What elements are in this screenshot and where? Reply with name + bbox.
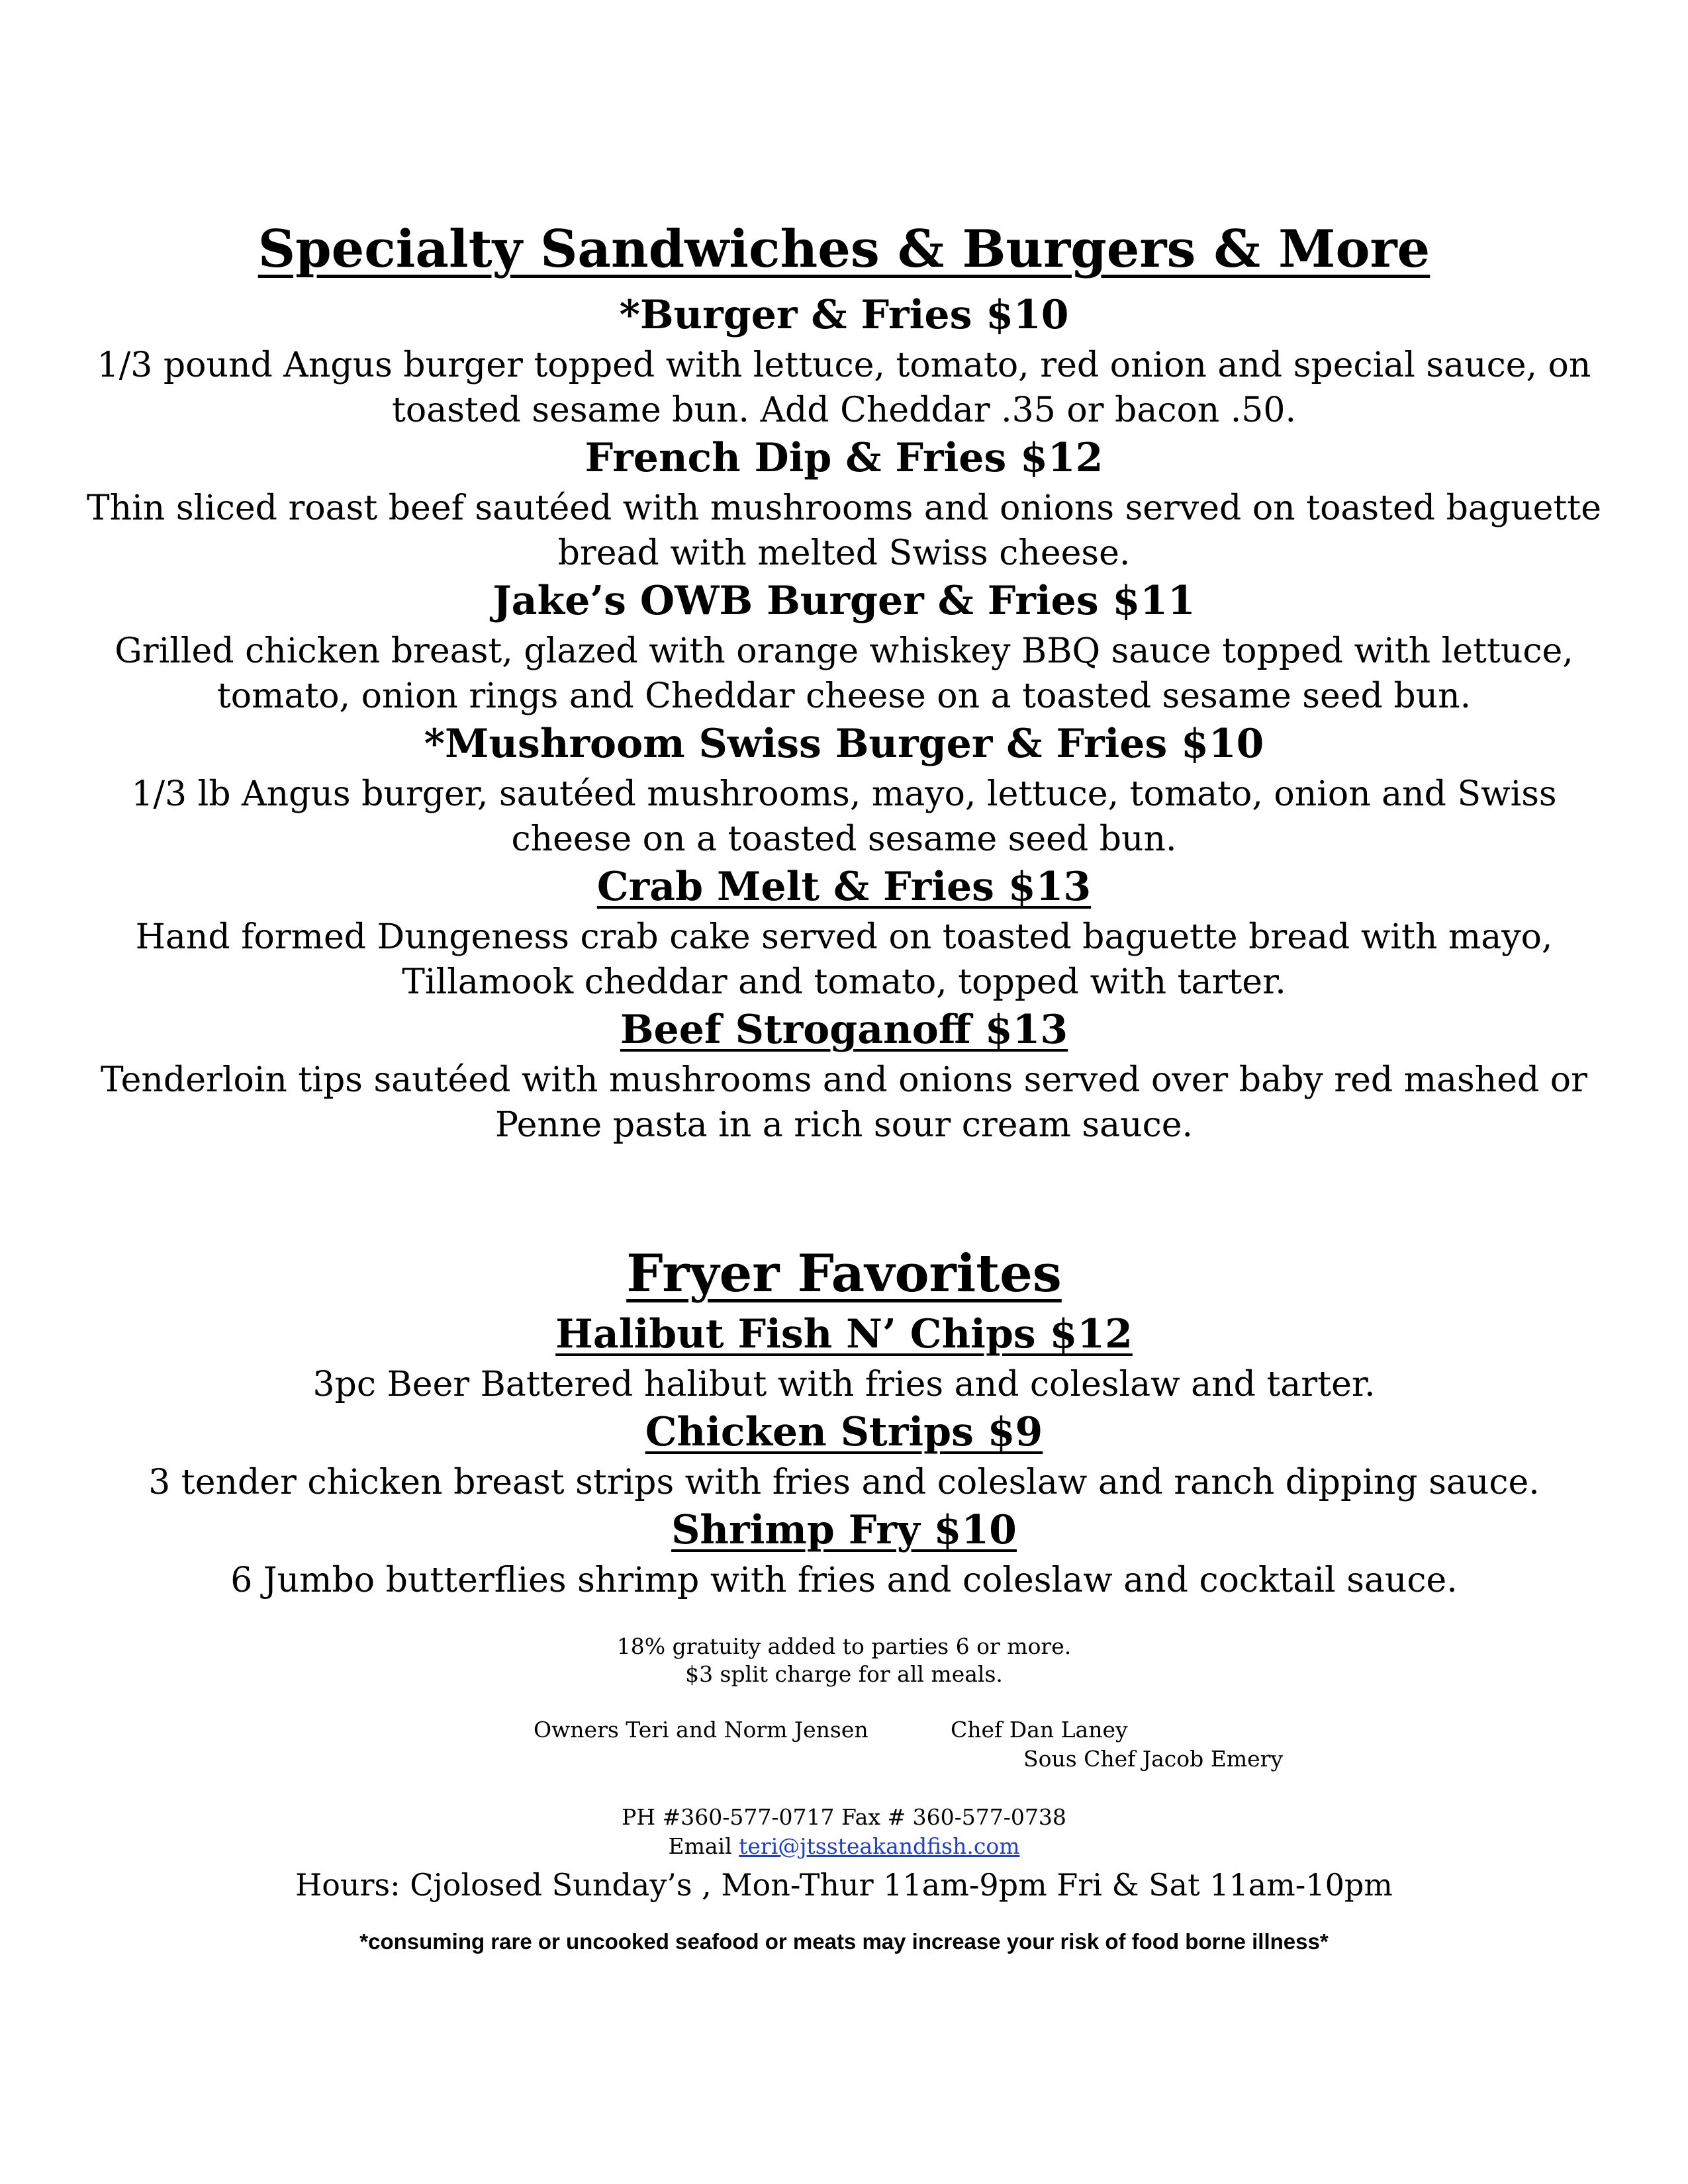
item-title-burger: *Burger & Fries $10 <box>619 292 1069 338</box>
gratuity-note: 18% gratuity added to parties 6 or more. <box>616 1633 1072 1659</box>
item-desc-burger-line2: toasted sesame bun. Add Cheddar .35 or bacon .50. <box>391 390 1296 430</box>
item-desc-crab-melt-line1: Hand formed Dungeness crab cake served on toasted baguette bread with mayo, <box>135 917 1553 957</box>
item-desc-halibut: 3pc Beer Battered halibut with fries and coleslaw and tarter. <box>312 1365 1376 1404</box>
item-desc-french-dip-line2: bread with melted Swiss cheese. <box>557 533 1131 573</box>
item-title-shrimp-fry: Shrimp Fry $10 <box>671 1507 1017 1553</box>
item-desc-burger-line1: 1/3 pound Angus burger topped with lettuce, tomato, red onion and special sauce, on <box>97 345 1591 385</box>
item-title-owb-burger: Jake’s OWB Burger & Fries $11 <box>492 578 1196 624</box>
item-desc-beef-stroganoff-line2: Penne pasta in a rich sour cream sauce. <box>495 1105 1193 1145</box>
split-charge-note: $3 split charge for all meals. <box>685 1661 1003 1687</box>
item-desc-owb-burger-line2: tomato, onion rings and Cheddar cheese on a toasted sesame seed bun. <box>216 676 1472 716</box>
item-title-mushroom-swiss: *Mushroom Swiss Burger & Fries $10 <box>424 721 1264 767</box>
item-desc-beef-stroganoff-line1: Tenderloin tips sautéed with mushrooms and onions served over baby red mashed or <box>101 1060 1587 1100</box>
email-link[interactable]: teri@jtssteakandfish.com <box>739 1833 1020 1859</box>
item-title-crab-melt: Crab Melt & Fries $13 <box>596 864 1092 910</box>
email-line <box>0 1832 1688 1861</box>
item-title-french-dip: French Dip & Fries $12 <box>585 435 1103 481</box>
sous-chef-credit: Sous Chef Jacob Emery <box>1023 1746 1284 1772</box>
item-desc-french-dip-line1: Thin sliced roast beef sautéed with mushrooms and onions served on toasted baguette <box>87 488 1601 528</box>
section-title-specialty: Specialty Sandwiches & Burgers & More <box>258 219 1430 279</box>
item-desc-shrimp-fry: 6 Jumbo butterflies shrimp with fries and coleslaw and cocktail sauce. <box>230 1561 1458 1600</box>
hours: Hours: Cjolosed Sunday’s , Mon-Thur 11am-9pm Fri & Sat 11am-10pm <box>295 1867 1393 1903</box>
food-safety-warning: *consuming rare or uncooked seafood or meats may increase your risk of food borne illness* <box>359 1929 1329 1954</box>
item-desc-owb-burger-line1: Grilled chicken breast, glazed with orange whiskey BBQ sauce topped with lettuce, <box>115 631 1573 671</box>
section-title-fryer: Fryer Favorites <box>626 1244 1062 1304</box>
item-desc-chicken-strips: 3 tender chicken breast strips with fries and coleslaw and ranch dipping sauce. <box>148 1463 1540 1502</box>
email-label: Email <box>668 1833 739 1859</box>
item-desc-mushroom-swiss-line1: 1/3 lb Angus burger, sautéed mushrooms, mayo, lettuce, tomato, onion and Swiss <box>131 774 1557 814</box>
chef-credit: Chef Dan Laney <box>951 1717 1128 1743</box>
item-title-halibut: Halibut Fish N’ Chips $12 <box>555 1311 1133 1357</box>
item-title-beef-stroganoff: Beef Stroganoff $13 <box>620 1007 1068 1053</box>
owners-credit: Owners Teri and Norm Jensen <box>534 1717 868 1743</box>
item-desc-mushroom-swiss-line2: cheese on a toasted sesame seed bun. <box>511 819 1177 859</box>
item-title-chicken-strips: Chicken Strips $9 <box>645 1409 1043 1455</box>
item-desc-crab-melt-line2: Tillamook cheddar and tomato, topped with tarter. <box>402 962 1286 1002</box>
phone-fax: PH #360-577-0717 Fax # 360-577-0738 <box>622 1804 1066 1830</box>
